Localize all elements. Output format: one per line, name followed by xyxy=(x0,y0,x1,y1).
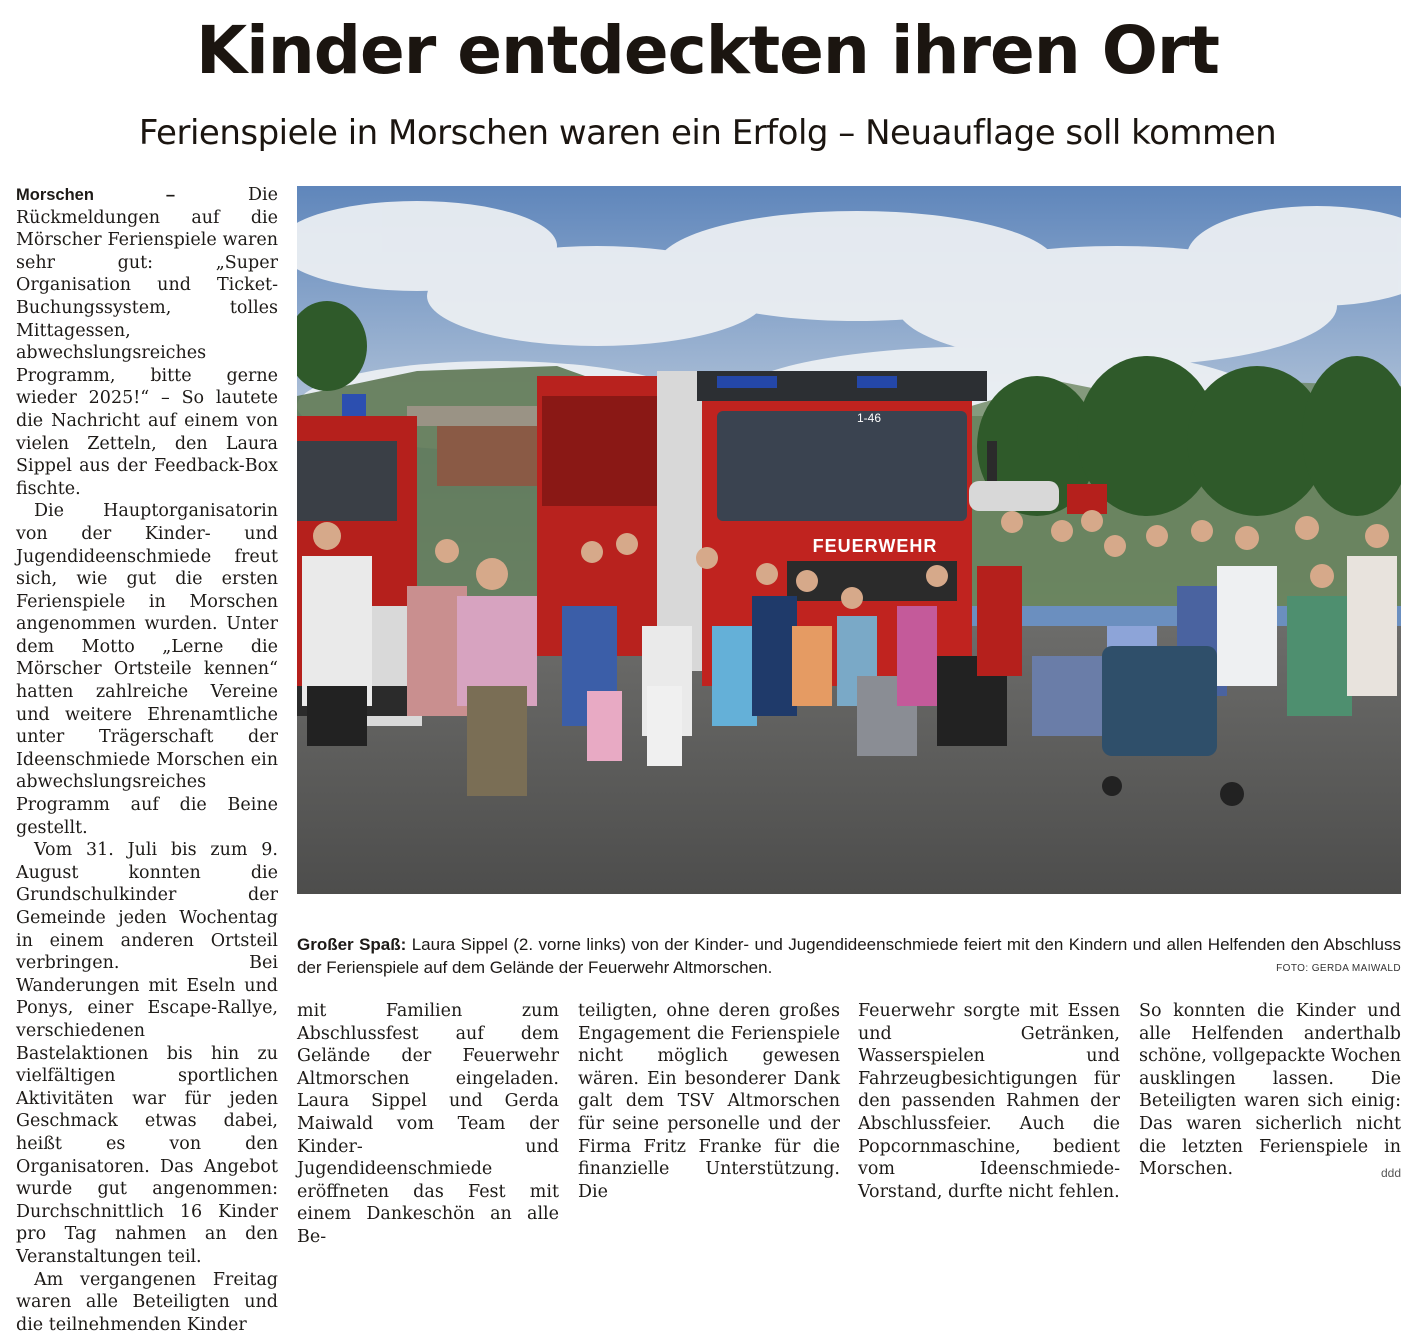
photo-credit: FOTO: GERDA MAIWALD xyxy=(1276,963,1401,974)
paragraph-3: Vom 31. Juli bis zum 9. August konnten die Grundschulkinder der Gemeinde jeden Wochentag in einem anderen Ortsteil verbringen. Bei Wanderungen mit Eseln und Ponys, einer Escape-Rallye, verschiedenen Bastelaktionen bis hin zu vielfältigen sportlichen Aktivitäten war für jeden Geschmack etwas dabei, heißt es von den Organisatoren. Das Angebot wurde gut angenommen: Durchschnittlich 16 Kinder pro Tag nahmen an den Veranstaltungen teil. xyxy=(16,839,278,1268)
caption-lead: Großer Spaß: xyxy=(297,935,406,954)
paragraph-4: Am vergangenen Freitag waren alle Beteiligten und die teilnehmenden Kinder xyxy=(16,1269,278,1336)
paragraph-1 xyxy=(16,184,278,500)
column-3-text: teiligten, ohne deren großes Engagement die Ferienspiele nicht möglich gewesen wären. Ein besonderer Dank galt dem TSV Altmorschen für seine personelle und der Firma Fritz Franke für die finanzielle Unterstützung. Die xyxy=(578,1000,840,1203)
column-5-text: So konnten die Kinder und alle Helfenden anderthalb schöne, vollgepackte Wochen ausklingen lassen. Die Beteiligten waren sich einig: Das waren sicherlich nicht die letzten Ferienspiele in Morschen. xyxy=(1139,1000,1401,1181)
article-column-2 xyxy=(297,1000,559,1249)
truck-number: 1-46 xyxy=(857,411,881,425)
column-4-text: Feuerwehr sorgte mit Essen und Getränken, Wasserspielen und Fahrzeugbesichtigungen für den passenden Rahmen der Abschlussfeier. Auch die Popcornmaschine, bedient vom Ideenschmiede-Vorstand, durfte nicht fehlen. xyxy=(858,1000,1120,1203)
article-column-1 xyxy=(16,184,278,1336)
photo-caption xyxy=(297,933,1401,979)
caption-text: Laura Sippel (2. vorne links) von der Kinder- und Jugendideenschmiede feiert mit den Kindern und allen Helfenden den Abschluss der Ferienspiele auf dem Gelände der Feuerwehr Altmorschen. xyxy=(297,935,1401,977)
article-column-4 xyxy=(858,1000,1120,1203)
author-signature: ddd xyxy=(1381,1166,1401,1180)
article-photo xyxy=(297,186,1401,894)
paragraph-2: Die Hauptorganisatorin von der Kinder- und Jugendideenschmiede freut sich, wie gut die ersten Ferienspiele in Morschen angenommen wurden. Unter dem Motto „Lerne die Mörscher Ortsteile kennen“ hatten zahlreiche Vereine und weitere Ehrenamtliche unter Trägerschaft der Ideenschmiede Morschen ein abwechslungsreiches Programm auf die Beine gestellt. xyxy=(16,500,278,839)
article-column-5 xyxy=(1139,1000,1401,1181)
fire-truck-group-photo xyxy=(297,186,1401,894)
column-2-text: mit Familien zum Abschlussfest auf dem Gelände der Feuerwehr Altmorschen eingeladen. Laura Sippel und Gerda Maiwald vom Team der Kinder- und Jugendideenschmiede eröffneten das Fest mit einem Dankeschön an alle Be- xyxy=(297,1000,559,1249)
article-column-3 xyxy=(578,1000,840,1203)
dateline: Morschen – xyxy=(16,186,175,204)
paragraph-1-text: Die Rückmeldungen auf die Mörscher Ferienspiele waren sehr gut: „Super Organisation und Ticket-Buchungssystem, tolles Mittagessen, abwechslungsreiches Programm, bitte gerne wieder 2025!“ – So lautete die Nachricht auf einem von vielen Zetteln, den Laura Sippel aus der Feedback-Box fischte. xyxy=(16,185,278,499)
headline: Kinder entdeckten ihren Ort xyxy=(0,18,1415,84)
subheadline: Ferienspiele in Morschen waren ein Erfolg – Neuauflage soll kommen xyxy=(0,116,1415,150)
truck-label: FEUERWEHR xyxy=(813,536,938,556)
